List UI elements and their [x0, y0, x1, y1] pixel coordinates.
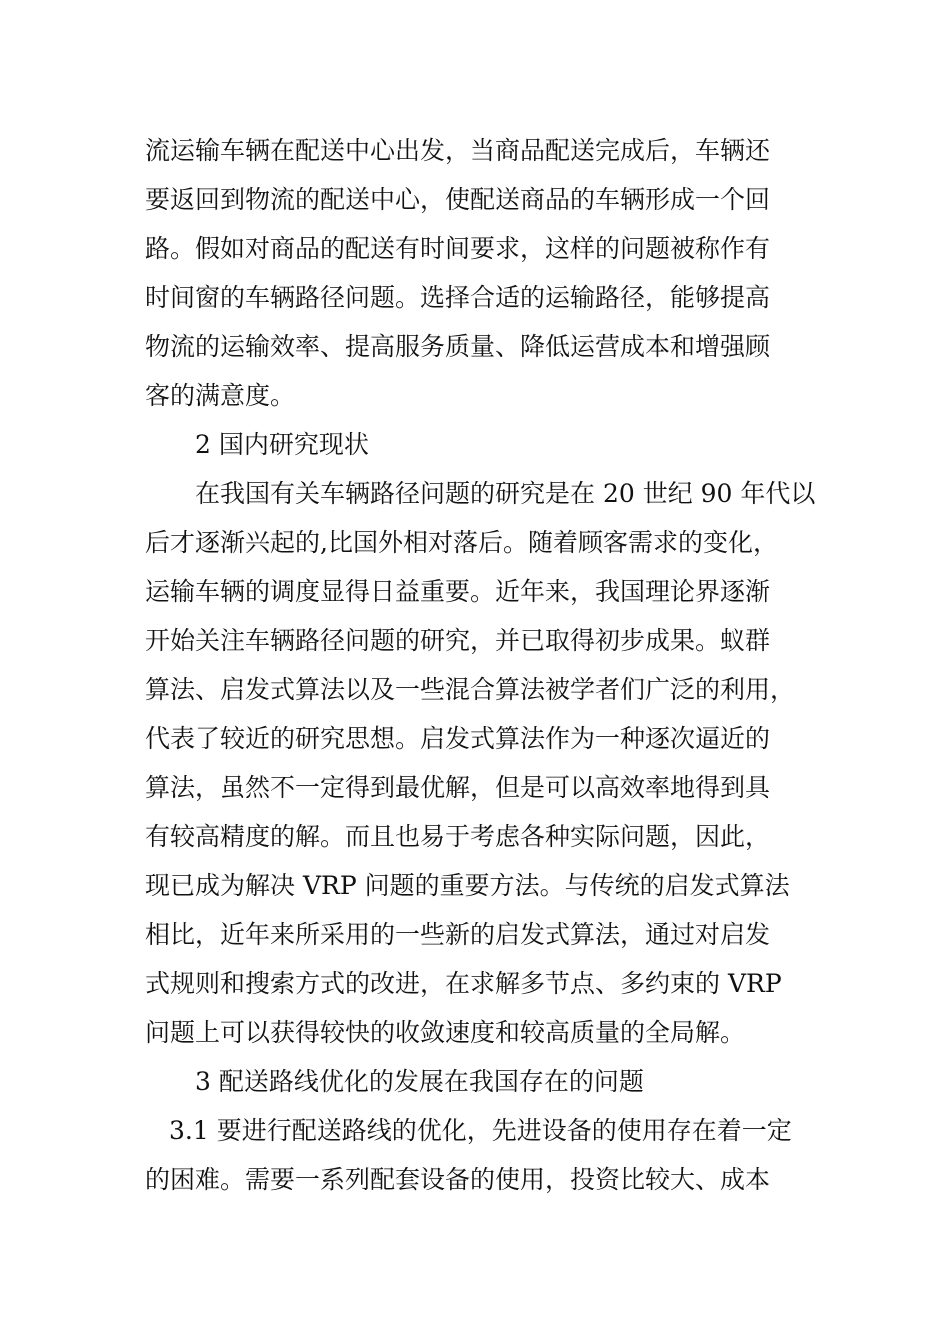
text-line: 的困难。需要一系列配套设备的使用，投资比较大、成本 [145, 1165, 771, 1194]
section-heading: 2 国内研究现状 [195, 430, 369, 459]
text-line: 相比，近年来所采用的一些新的启发式算法，通过对启发 [145, 920, 771, 949]
text-line: 现已成为解决 VRP 问题的重要方法。与传统的启发式算法 [145, 871, 790, 900]
text-line: 物流的运输效率、提高服务质量、降低运营成本和增强顾 [145, 332, 771, 361]
text-line: 在我国有关车辆路径问题的研究是在 20 世纪 90 年代以 [195, 479, 816, 508]
text-line: 后才逐渐兴起的,比国外相对落后。随着顾客需求的变化， [145, 528, 778, 557]
text-line: 有较高精度的解。而且也易于考虑各种实际问题，因此， [145, 822, 771, 851]
text-line: 代表了较近的研究思想。启发式算法作为一种逐次逼近的 [145, 724, 771, 753]
subsection-line: 3.1 要进行配送路线的优化，先进设备的使用存在着一定 [169, 1116, 792, 1145]
text-line: 问题上可以获得较快的收敛速度和较高质量的全局解。 [145, 1018, 746, 1047]
text-line: 客的满意度。 [145, 381, 296, 410]
text-line: 路。假如对商品的配送有时间要求，这样的问题被称作有 [145, 234, 771, 263]
text-line: 算法、启发式算法以及一些混合算法被学者们广泛的利用， [145, 675, 796, 704]
text-line: 流运输车辆在配送中心出发，当商品配送完成后，车辆还 [145, 136, 771, 165]
text-line: 开始关注车辆路径问题的研究，并已取得初步成果。蚁群 [145, 626, 771, 655]
text-line: 式规则和搜索方式的改进，在求解多节点、多约束的 VRP [145, 969, 782, 998]
text-line: 要返回到物流的配送中心，使配送商品的车辆形成一个回 [145, 185, 771, 214]
section-heading: 3 配送路线优化的发展在我国存在的问题 [195, 1067, 644, 1096]
text-line: 算法，虽然不一定得到最优解，但是可以高效率地得到具 [145, 773, 771, 802]
text-line: 时间窗的车辆路径问题。选择合适的运输路径，能够提高 [145, 283, 771, 312]
body-text [145, 126, 816, 1204]
text-line: 运输车辆的调度显得日益重要。近年来，我国理论界逐渐 [145, 577, 771, 606]
